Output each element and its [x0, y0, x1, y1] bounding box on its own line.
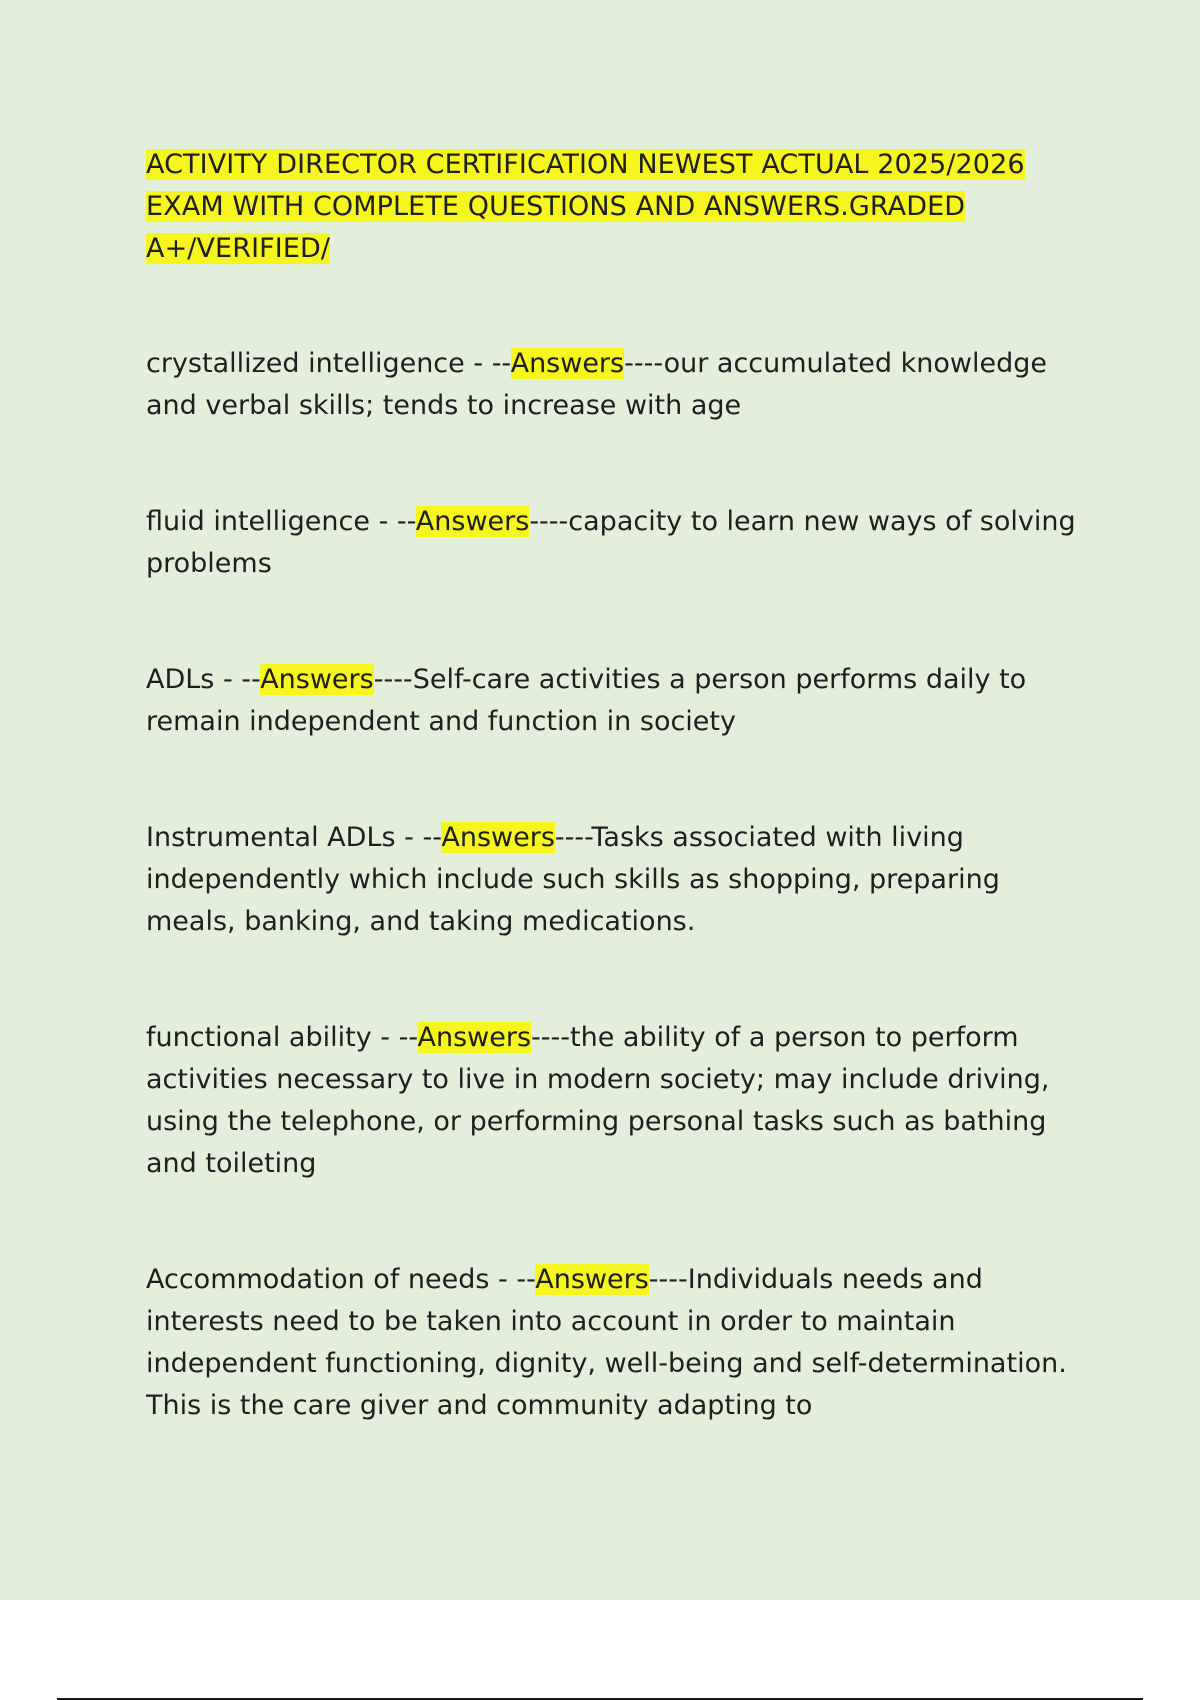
answer-dashes: ---- — [531, 1022, 570, 1053]
entry-definition: Individuals needs and interests need to be taken into account in order to maintain independent functioning, dignity, well-being and self-determination. This is the care giver and community adapting to — [146, 1264, 1067, 1421]
qa-entry — [146, 501, 1086, 585]
answers-label: Answers — [260, 664, 374, 695]
answers-label: Answers — [441, 822, 555, 853]
answers-label: Answers — [415, 506, 530, 537]
entry-separator: - -- — [464, 348, 511, 379]
entry-term: fluid intelligence — [146, 506, 370, 537]
answer-dashes: ---- — [554, 822, 592, 853]
qa-entry — [146, 1259, 1086, 1427]
entry-separator: - -- — [369, 506, 416, 537]
entry-term: crystallized intelligence — [146, 348, 465, 379]
entry-definition: Self-care activities a person performs daily to remain independent and function in society — [146, 664, 1027, 737]
document-title — [146, 144, 1086, 270]
entry-term: Accommodation of needs — [146, 1264, 490, 1295]
answer-dashes: ---- — [624, 348, 664, 379]
title-highlight: ACTIVITY DIRECTOR CERTIFICATION NEWEST ACTUAL 2025/2026 EXAM WITH COMPLETE QUESTIONS AND ANSWERS.GRADED A+/VERIFIED/ — [146, 149, 1025, 264]
entry-separator: - -- — [395, 822, 442, 853]
answer-dashes: ---- — [648, 1264, 688, 1295]
entry-definition: our accumulated knowledge and verbal skills; tends to increase with age — [146, 348, 1047, 421]
qa-entry — [146, 659, 1086, 743]
entry-term: Instrumental ADLs — [146, 822, 396, 853]
answers-label: Answers — [535, 1264, 649, 1295]
answer-dashes: ---- — [373, 664, 413, 695]
answers-label: Answers — [510, 348, 625, 379]
entry-definition: capacity to learn new ways of solving problems — [146, 506, 1076, 579]
entry-separator: - -- — [489, 1264, 536, 1295]
entry-term: functional ability — [146, 1022, 372, 1053]
entry-definition: Tasks associated with living independently which include such skills as shopping, preparing meals, banking, and taking medications. — [146, 822, 1000, 937]
qa-entry — [146, 343, 1086, 427]
entry-separator: - -- — [371, 1022, 418, 1053]
entry-term: ADLs — [146, 664, 215, 695]
entry-definition: the ability of a person to perform activities necessary to live in modern society; may include driving, using the telephone, or performing personal tasks such as bathing and toileting — [146, 1022, 1050, 1179]
document-content — [146, 144, 1086, 1427]
qa-entry — [146, 1017, 1086, 1185]
qa-entry — [146, 817, 1086, 943]
answers-label: Answers — [417, 1022, 532, 1053]
entry-separator: - -- — [214, 664, 261, 695]
answer-dashes: ---- — [529, 506, 569, 537]
